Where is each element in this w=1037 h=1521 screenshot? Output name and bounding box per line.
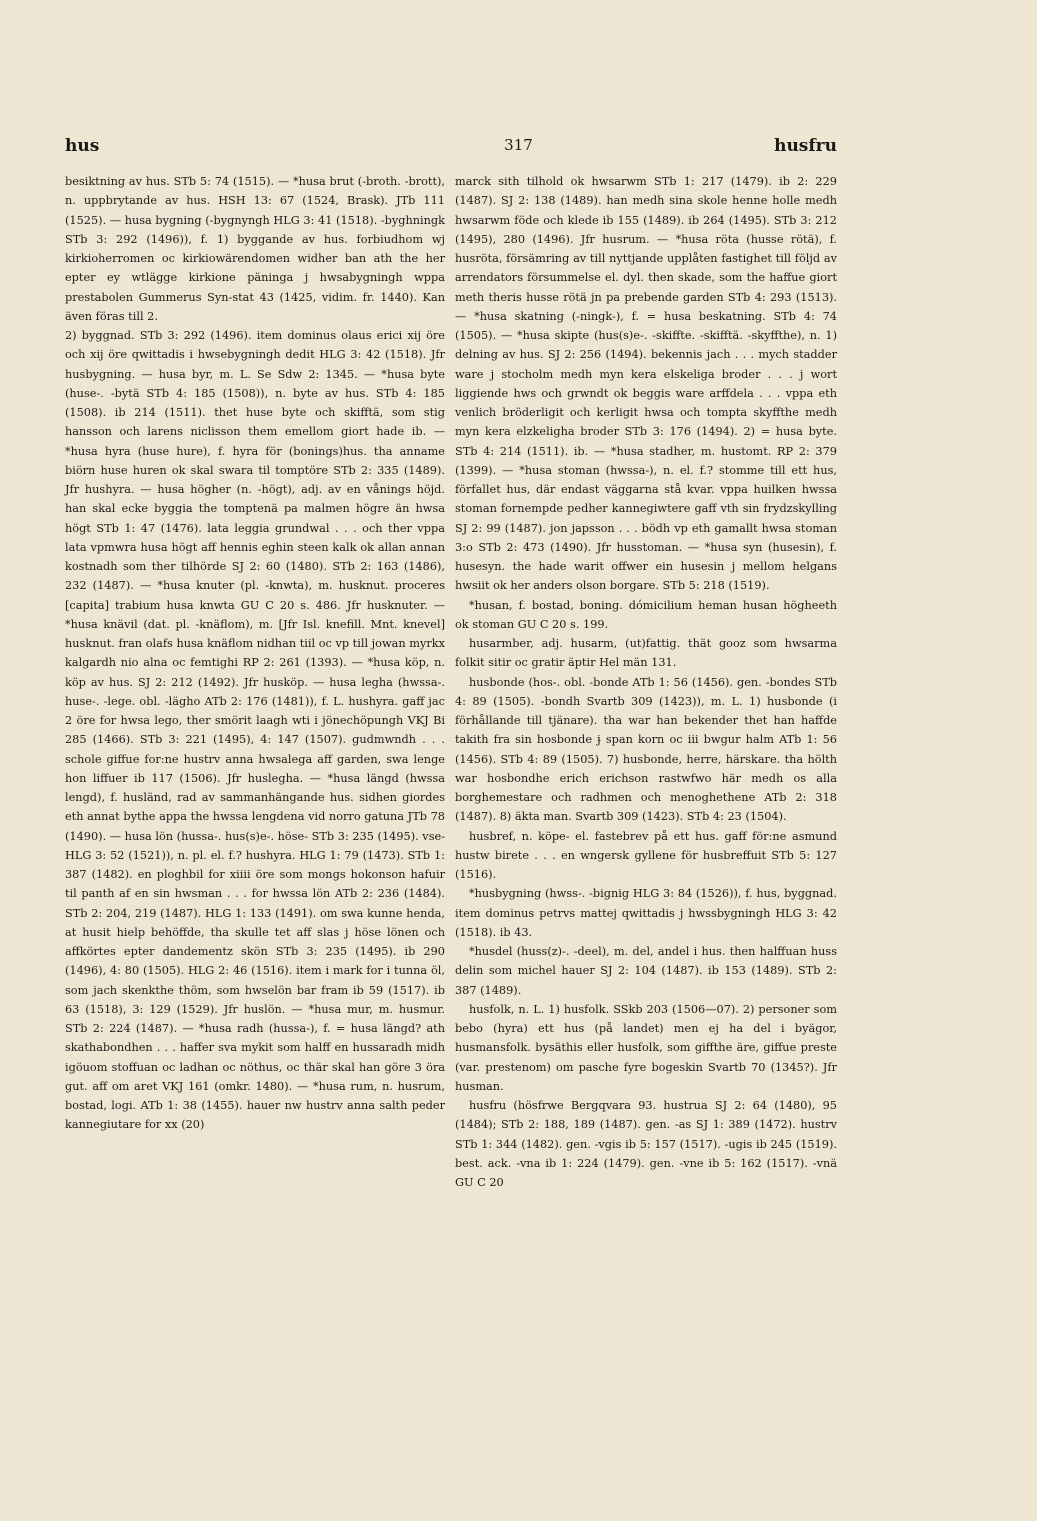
entry-husan: *husan, f. bostad, boning. dómicilium heman husan högheeth ok stoman GU C 20 s. 199.: [455, 598, 837, 631]
page-number: 317: [504, 136, 533, 154]
entry-husfru: husfru (hösfrwe Bergqvara 93. hustrua SJ 2: 64 (1480), 95 (1484); STb 2: 188, 189 (1487). gen. -as SJ 1: 389 (1472). hustrv STb 1: 344 (1482). gen. -vgis ib 5: 157 (1517). -ugis ib 245 (1519). best. ack. -vna ib 1: 224 (1479). gen. -vne ib 5: 162 (1517). -vnä GU C 20: [455, 1099, 837, 1189]
running-head-left: hus: [65, 136, 100, 156]
entry-husarmber: husarmber, adj. husarm, (ut)fattig. thät gooz som hwsarma folkit sitir oc gratir äptir Hel män 131.: [455, 637, 837, 670]
entry-husdel: *husdel (huss(z)-. -deel), m. del, andel i hus. then halffuan huss delin som michel hauer SJ 2: 104 (1487). ib 153 (1489). STb 2: 387 (1489).: [455, 945, 837, 997]
entry-husbonde: husbonde (hos-. obl. -bonde ATb 1: 56 (1456). gen. -bondes STb 4: 89 (1505). -bondh Svartb 309 (1423)), m. L. 1) husbonde (i förhållande till tjänare). tha war han bekender thet han haffde takith fra sin hosbonde ɉ span korn oc iii bwgur halm ATb 1: 56 (1456). STb 4: 89 (1505). 7) husbonde, herre, härskare. tha hölth war hosbondhe erich erichson rastwfwo här medh os alla borghemestare och radhmen och menoghethene ATb 2: 318 (1487). 8) äkta man. Svartb 309 (1423). STb 4: 23 (1504).: [455, 675, 837, 824]
left-column-text: besiktning av hus. STb 5: 74 (1515). — *husa brut (-broth. -brott), n. uppbrytande av hus. HSH 13: 67 (1524, Brask). JTb 111 (1525). — husa bygning (-bygnyngh HLG 3: 41 (1518). -byghningk STb 3: 292 (1496)), f. 1) byggande av hus. forbiudhom wj kirkioherromen oc kirkiowärendomen widher ban ath the her epter ey wtlägge kirkione päninga j hwsabygningh wppa prestabolen Gummerus Syn-stat 43 (1425, vidim. fr. 1440). Kan även föras till 2.: [65, 175, 445, 323]
left-column-text-2: 2) byggnad. STb 3: 292 (1496). item dominus olaus erici xij öre och xij öre qwittadis i hwsebygningh dedit HLG 3: 42 (1518). Jfr husbygning. — husa byr, m. L. Se Sdw 2: 1345. — *husa byte (huse-. -bytä STb 4: 185 (1508)), n. byte av hus. STb 4: 185 (1508). ib 214 (1511). thet huse byte och skifftä, som stig hansson och larens niclisson them emellom giort hade ib. — *husa hyra (huse hure), f. hyra för (bonings)hus. tha anname biörn huse huren ok skal swara til tomptöre STb 2: 335 (1489). Jfr hushyra. — husa högher (n. -högt), adj. av en vånings höjd. han skal ecke byggia the tomptenä pa malmen högre än hwsa högt STb 1: 47 (1476). lata leggia grundwal . . . och ther vppa lata vpmwra husa högt aff hennis eghin steen kalk ok allan annan kostnadh som ther tilhörde SJ 2: 60 (1480). STb 2: 163 (1486), 232 (1487). — *husa knuter (pl. -knwta), m. husknut. proceres [capita] trabium husa knwta GU C 20 s. 486. Jfr husknuter. — *husa knävil (dat. pl. -knäflom), m. [Jfr Isl. knefill. Mnt. knevel] husknut. fran olafs husa knäflom nidhan tiil oc vp till jowan myrkx kalgardh nio alna oc femtighi RP 2: 261 (1393). — *husa köp, n. köp av hus. SJ 2: 212 (1492). Jfr husköp. — husa legha (hwssa-. huse-. -lege. obl. -lägho ATb 2: 176 (1481)), f. L. hushyra. gaff jac 2 öre for hwsa lego, ther smörit laagh wti i jönechöpungh VKJ Bi 285 (1466). STb 3: 221 (1495), 4: 147 (1507). gudmwndh . . . schole giffue for:ne hustrv anna hwsalega aff garden, swa lenge hon liffuer ib 117 (1506). Jfr huslegha. — *husa längd (hwssa lengd), f. husländ, rad av sammanhängande hus. sidhen giordes eth annat bythe appa the hwssa lengdena vid norro gatuna JTb 78 (1490). — husa lön (hussa-. hus(s)e-. höse- STb 3: 235 (1495). vse- HLG 3: 52 (1521)), n. pl. el. f.? hushyra. HLG 1: 79 (1473). STb 1: 387 (1482). en ploghbil for xiiii öre som mongs hokonson hafuir til panth af en sin hwsman . . . for hwssa lön ATb 2: 236 (1484). STb 2: 204, 219 (1487). HLG 1: 133 (1491). om swa kunne henda, at husit hielp behöffde, tha skulle tet aff slas j höse lönen och affkörtes epter dandementz skön STb 3: 235 (1495). ib 290 (1496), 4: 80 (1505). HLG 2: 46 (1516). item i mark for i tunna öl, som jach skenkthe thöm, som hwselön bar fram ib 59 (1517). ib 63 (1518), 3: 129 (1529). Jfr huslön. — *husa mur, m. husmur. STb 2: 224 (1487). — *husa radh (hussa-), f. = husa längd? ath skathabondhen . . . haffer sva mykit som halff en hussaradh midh igöuom stoffuan oc ladhan oc nöthus, oc thär skal han göre 3 öra gut. aff om aret VKJ 161 (omkr. 1480). — *husa rum, n. husrum, bostad, logi. ATb 1: 38 (1455). hauer nw hustrv anna salth peder kannegiutare for xx (20): [65, 329, 445, 1132]
entry-husbref: husbref, n. köpe- el. fastebrev på ett hus. gaff för:ne asmund hustw birete . . . en wngersk gyllene för husbreffuit STb 5: 127 (1516).: [455, 829, 837, 881]
running-head-right: husfru: [774, 136, 837, 156]
left-column: [65, 172, 445, 1135]
entry-husfolk: husfolk, n. L. 1) husfolk. SSkb 203 (1506—07). 2) personer som bebo (hyra) ett hus (på landet) men ej ha del i byägor, husmansfolk. bysäthis eller husfolk, som giffthe äre, giffue preste (var. prestenom) om pasche fyre bogeskin Svartb 70 (1345?). Jfr husman.: [455, 1002, 837, 1093]
right-column: [455, 172, 837, 1192]
entry-husbygning: *husbygning (hwss-. -bignig HLG 3: 84 (1526)), f. hus, byggnad. item dominus petrvs mattej qwittadis j hwssbygningh HLG 3: 42 (1518). ib 43.: [455, 887, 837, 939]
entry-husa-continued: marck sith tilhold ok hwsarwm STb 1: 217 (1479). ib 2: 229 (1487). SJ 2: 138 (1489). han medh sina skole henne holle medh hwsarwm föde och klede ib 155 (1489). ib 264 (1495). STb 3: 212 (1495), 280 (1496). Jfr husrum. — *husa röta (husse rötä), f. husröta, försämring av till nyttjande upplåten fastighet till följd av arrendators försummelse el. dyl. then skade, som the haffue giort meth theris husse rötä jn pa prebende garden STb 4: 293 (1513). — *husa skatning (-ningk-), f. = husa beskatning. STb 4: 74 (1505). — *husa skipte (hus(s)e-. -skiffte. -skifftä. -skyffthe), n. 1) delning av hus. SJ 2: 256 (1494). bekennis jach . . . mych stadder ware j stocholm medh myn kera elskeliga broder . . . j wort liggiende hws och grwndt ok beggis ware arffdela . . . vppa eth venlich bröderligit och kerligit hwsa och tompta skyffthe medh myn kera elzkeligha broder STb 3: 176 (1494). 2) = husa byte. STb 4: 214 (1511). ib. — *husa stadher, m. hustomt. RP 2: 379 (1399). — *husa stoman (hwssa-), n. el. f.? stomme till ett hus, förfallet hus, där endast väggarna stå kvar. vppa huilken hwssa stoman fornempde pedher kannegiwtere gaff vth sin frydzskylling SJ 2: 99 (1487). jon japsson . . . bödh vp eth gamallt hwsa stoman 3:o STb 2: 473 (1490). Jfr husstoman. — *husa syn (husesin), f. husesyn. the hade warit offwer ein husesin j mellom helgans hwsiit ok her anders olson borgare. STb 5: 218 (1519).: [455, 175, 837, 593]
